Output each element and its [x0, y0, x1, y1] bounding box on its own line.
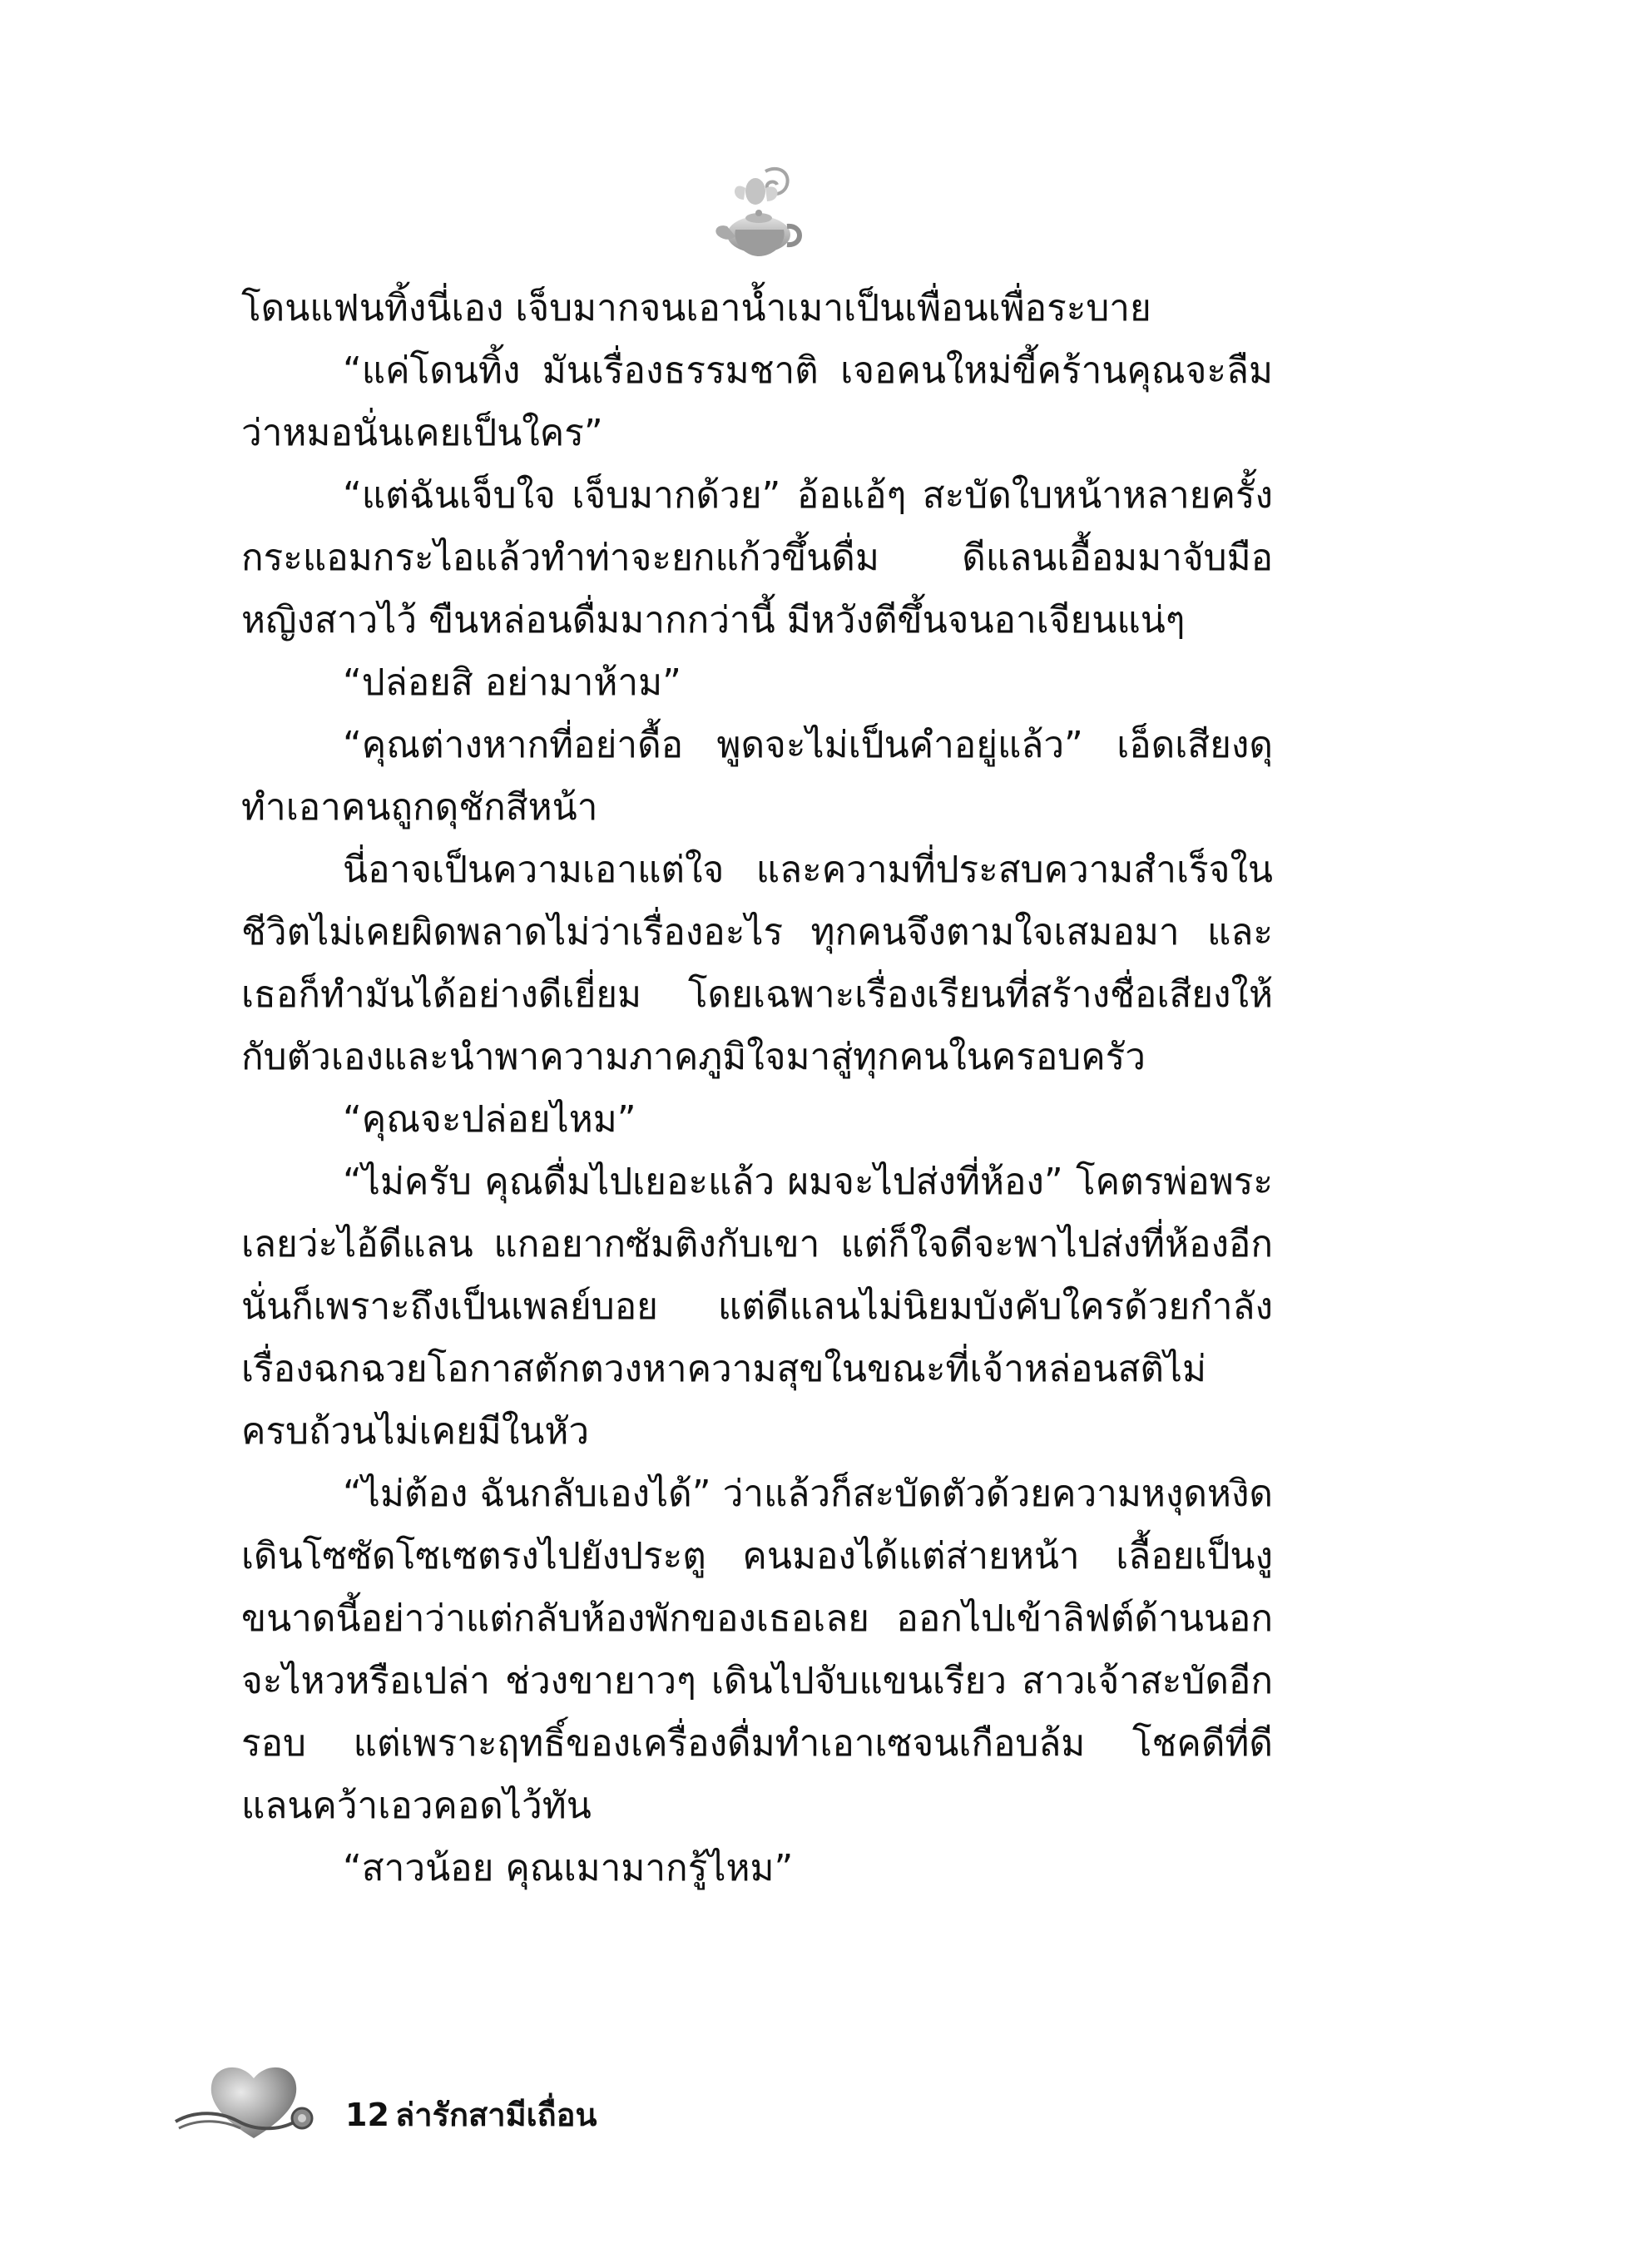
dialogue-paragraph: “คุณจะปล่อยไหม”	[343, 1098, 636, 1141]
heart-stethoscope-icon	[171, 2052, 337, 2152]
dialogue-paragraph: “สาวน้อย คุณเมามากรู้ไหม”	[343, 1847, 794, 1889]
page-footer	[171, 2052, 753, 2152]
dialogue-paragraph: “ปล่อยสิ อย่ามาห้าม”	[343, 661, 681, 704]
dialogue-paragraph: “คุณต่างหากที่อย่าดื้อ พูดจะไม่เป็นคำอยู่แล้ว” เอ็ดเสียงดุ ทำเอาคนถูกดุชักสีหน้า	[241, 724, 1273, 829]
dialogue-paragraph: “แค่โดนทิ้ง มันเรื่องธรรมชาติ เจอคนใหม่ขี้คร้านคุณจะลืมว่าหมอนั่นเคยเป็นใคร”	[241, 349, 1273, 454]
dialogue-paragraph: “แต่ฉันเจ็บใจ เจ็บมากด้วย” อ้อแอ้ๆ สะบัดใบหน้าหลายครั้ง กระแอมกระไอแล้วทำท่าจะยกแก้วขึ้นดื่ม ดีแลนเอื้อมมาจับมือหญิงสาวไว้ ขืนหล่อนดื่มมากกว่านี้ มีหวังตีขึ้นจนอาเจียนแน่ๆ	[241, 474, 1273, 641]
page-number: 12	[345, 2097, 389, 2133]
book-title: ล่ารักสามีเถื่อน	[395, 2097, 597, 2133]
paragraph: โดนแฟนทิ้งนี่เอง เจ็บมากจนเอาน้ำเมาเป็นเพื่อนเพื่อระบาย	[241, 287, 1151, 329]
teapot-fairy-icon	[707, 163, 810, 266]
dialogue-paragraph: “ไม่ต้อง ฉันกลับเองได้” ว่าแล้วก็สะบัดตัวด้วยความหงุดหงิด เดินโซซัดโซเซตรงไปยังประตู คนมองได้แต่ส่ายหน้า เลื้อยเป็นงูขนาดนี้อย่าว่าแต่กลับห้องพักของเธอเลย ออกไปเข้าลิฟต์ด้านนอกจะไหวหรือเปล่า ช่วงขายาวๆ เดินไปจับแขนเรียว สาวเจ้าสะบัดอีกรอบ แต่เพราะฤทธิ์ของเครื่องดื่มทำเอาเซจนเกือบล้ม โชคดีที่ดีแลนคว้าเอวคอดไว้ทัน	[241, 1473, 1273, 1827]
dialogue-paragraph: “ไม่ครับ คุณดื่มไปเยอะแล้ว ผมจะไปส่งที่ห้อง” โคตรพ่อพระเลยว่ะไอ้ดีแลน แกอยากซัมติงกับเขา แต่ก็ใจดีจะพาไปส่งที่ห้องอีก นั่นก็เพราะถึงเป็นเพลย์บอย แต่ดีแลนไม่นิยมบังคับใครด้วยกำลัง เรื่องฉกฉวยโอกาสตักตวงหาความสุขในขณะที่เจ้าหล่อนสติไม่ครบถ้วนไม่เคยมีในหัว	[241, 1161, 1273, 1453]
paragraph: นี่อาจเป็นความเอาแต่ใจ และความที่ประสบความสำเร็จในชีวิตไม่เคยผิดพลาดไม่ว่าเรื่องอะไร ทุกคนจึงตามใจเสมอมา และเธอก็ทำมันได้อย่างดีเยี่ยม โดยเฉพาะเรื่องเรียนที่สร้างชื่อเสียงให้กับตัวเองและนำพาความภาคภูมิใจมาสู่ทุกคนในครอบครัว	[241, 849, 1273, 1078]
story-body	[241, 277, 1273, 1899]
